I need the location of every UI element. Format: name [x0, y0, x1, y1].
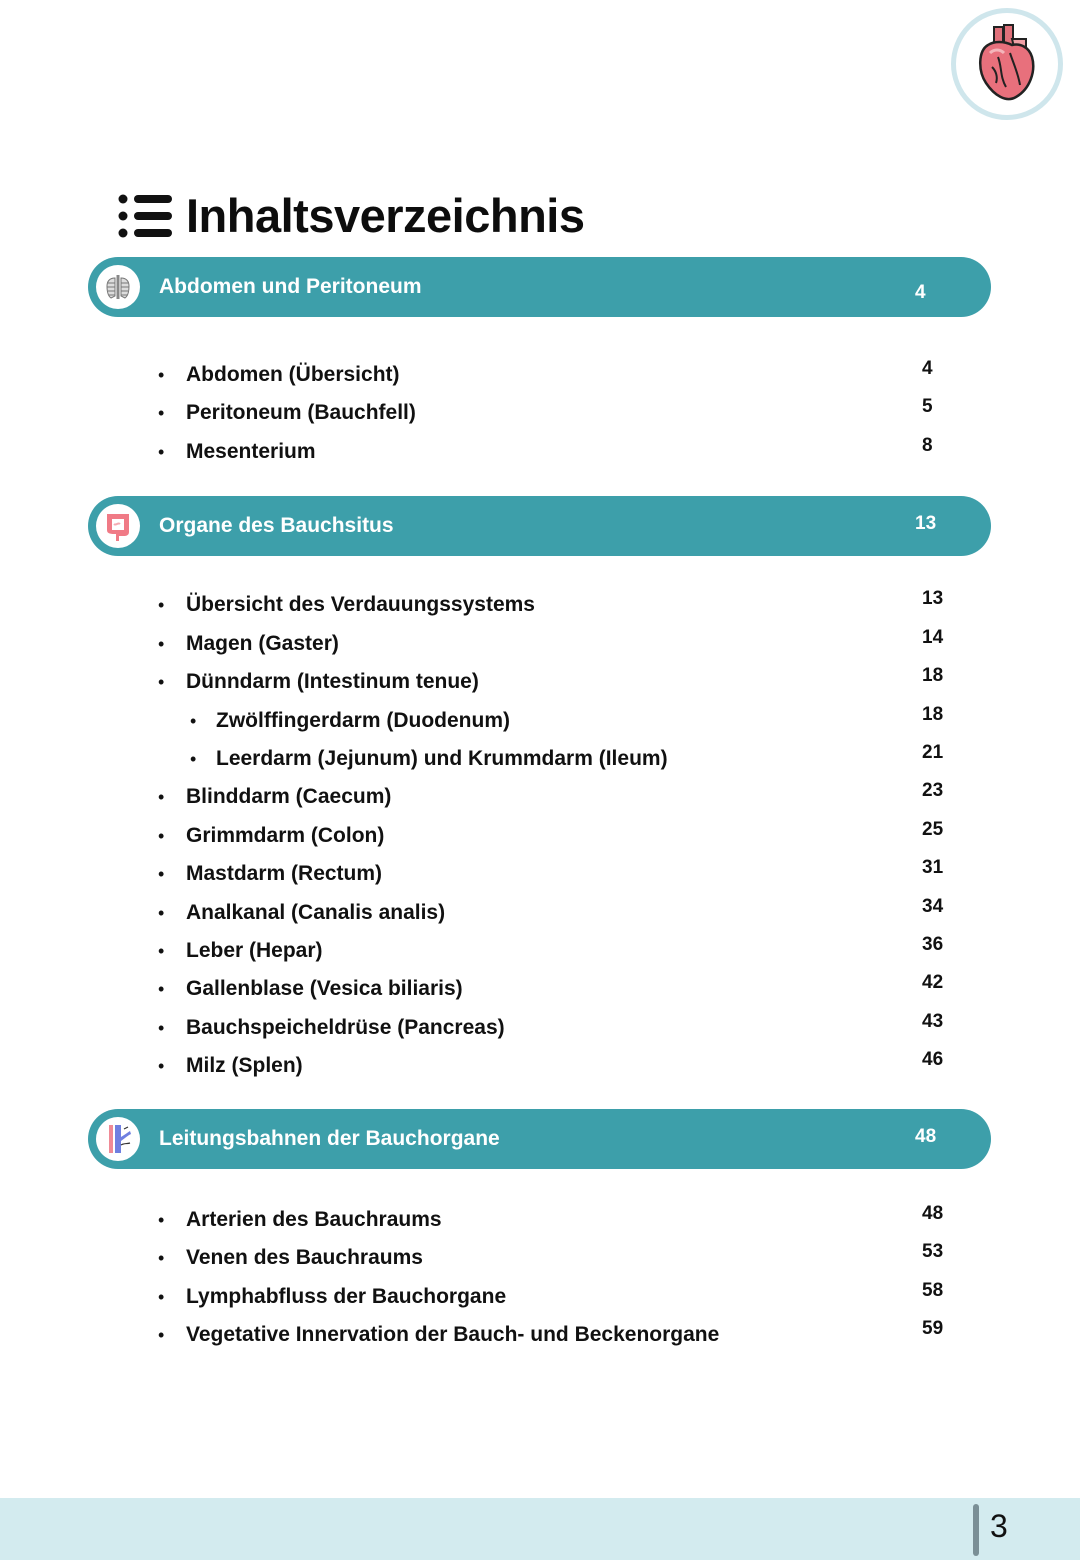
- toc-item[interactable]: [158, 1282, 958, 1312]
- bullet: •: [158, 672, 165, 692]
- toc-item[interactable]: [158, 398, 958, 428]
- page-number: 3: [990, 1508, 1008, 1544]
- toc-item-page: 34: [922, 896, 944, 917]
- section-page: 13: [915, 513, 937, 534]
- toc-subitem[interactable]: [158, 744, 958, 774]
- bullet: •: [158, 634, 165, 654]
- toc-item-label: Arterien des Bauchraums: [186, 1208, 442, 1231]
- toc-item-page: 46: [922, 1049, 944, 1070]
- toc-item-label: Bauchspeicheldrüse (Pancreas): [186, 1016, 505, 1039]
- intestine-icon: [103, 510, 133, 542]
- toc-item-page: 18: [922, 704, 944, 725]
- section-title: Abdomen und Peritoneum: [159, 275, 422, 298]
- toc-item[interactable]: [158, 974, 958, 1004]
- toc-item-label: Zwölffingerdarm (Duodenum): [216, 709, 510, 732]
- toc-item[interactable]: [158, 936, 958, 966]
- toc-item-label: Analkanal (Canalis analis): [186, 901, 446, 924]
- toc-item-page: 13: [922, 588, 944, 609]
- toc-item[interactable]: [158, 898, 958, 928]
- toc-item[interactable]: [158, 437, 958, 467]
- bullet: •: [158, 1056, 165, 1076]
- toc-item-label: Magen (Gaster): [186, 632, 339, 655]
- toc-item-page: 36: [922, 934, 944, 955]
- section-page: 48: [915, 1126, 937, 1147]
- bullet: •: [158, 442, 165, 462]
- page-footer: [0, 1498, 1080, 1560]
- toc-item-label: Venen des Bauchraums: [186, 1246, 423, 1269]
- page-heading: [118, 188, 585, 243]
- bullet: •: [158, 1287, 165, 1307]
- toc-item-label: Gallenblase (Vesica biliaris): [186, 977, 463, 1000]
- toc-item-label: Übersicht des Verdauungssystems: [186, 593, 535, 616]
- section-title: Organe des Bauchsitus: [159, 514, 394, 537]
- toc-item[interactable]: [158, 821, 958, 851]
- toc-item-label: Blinddarm (Caecum): [186, 785, 392, 808]
- bullet: •: [158, 1325, 165, 1345]
- bullet: •: [158, 595, 165, 615]
- section-page: 4: [915, 282, 926, 303]
- toc-item[interactable]: [158, 1243, 958, 1273]
- page-title: Inhaltsverzeichnis: [186, 189, 585, 242]
- bullet: •: [158, 1018, 165, 1038]
- toc-item-page: 4: [922, 358, 933, 379]
- section-title: Leitungsbahnen der Bauchorgane: [159, 1127, 500, 1150]
- bullet: •: [158, 903, 165, 923]
- toc-item[interactable]: [158, 1051, 958, 1081]
- toc-item-page: 53: [922, 1241, 944, 1262]
- toc-item[interactable]: [158, 782, 958, 812]
- bullet: •: [158, 864, 165, 884]
- toc-item-page: 58: [922, 1280, 944, 1301]
- toc-subitem[interactable]: [158, 706, 958, 736]
- toc-item-label: Milz (Splen): [186, 1054, 303, 1077]
- toc-item-page: 48: [922, 1203, 944, 1224]
- toc-item[interactable]: [158, 590, 958, 620]
- toc-item-page: 14: [922, 627, 944, 648]
- bullet: •: [190, 749, 197, 769]
- section-header-abdomen[interactable]: [88, 257, 991, 317]
- bullet: •: [158, 826, 165, 846]
- list-icon: [118, 193, 174, 239]
- toc-item-label: Abdomen (Übersicht): [186, 363, 400, 386]
- toc-item[interactable]: [158, 859, 958, 889]
- toc-item[interactable]: [158, 629, 958, 659]
- ribcage-icon: [103, 272, 133, 302]
- toc-item-page: 59: [922, 1318, 944, 1339]
- toc-item[interactable]: [158, 1205, 958, 1235]
- toc-item-label: Mesenterium: [186, 440, 316, 463]
- toc-item-page: 42: [922, 972, 944, 993]
- bullet: •: [190, 711, 197, 731]
- toc-item-page: 23: [922, 780, 944, 801]
- toc-item[interactable]: [158, 360, 958, 390]
- toc-item-label: Dünndarm (Intestinum tenue): [186, 670, 479, 693]
- toc-item[interactable]: [158, 1320, 958, 1350]
- section-header-organe[interactable]: [88, 496, 991, 556]
- toc-item-page: 43: [922, 1011, 944, 1032]
- toc-item-label: Lymphabfluss der Bauchorgane: [186, 1285, 507, 1308]
- bullet: •: [158, 403, 165, 423]
- bullet: •: [158, 1210, 165, 1230]
- toc-item-page: 18: [922, 665, 944, 686]
- toc-item-page: 21: [922, 742, 944, 763]
- bullet: •: [158, 365, 165, 385]
- toc-item-label: Grimmdarm (Colon): [186, 824, 385, 847]
- bullet: •: [158, 1248, 165, 1268]
- toc-item-label: Mastdarm (Rectum): [186, 862, 383, 885]
- toc-item-label: Peritoneum (Bauchfell): [186, 401, 416, 424]
- toc-item-label: Vegetative Innervation der Bauch- und Beckenorgane: [186, 1323, 720, 1346]
- logo-badge: [951, 8, 1063, 120]
- section-header-leitungsbahnen[interactable]: [88, 1109, 991, 1169]
- toc-item-label: Leber (Hepar): [186, 939, 323, 962]
- toc-item[interactable]: [158, 1013, 958, 1043]
- toc-item-label: Leerdarm (Jejunum) und Krummdarm (Ileum): [216, 747, 668, 770]
- anatomical-heart-icon: [976, 23, 1038, 105]
- footer-divider: [973, 1504, 979, 1556]
- toc-item-page: 8: [922, 435, 933, 456]
- bullet: •: [158, 941, 165, 961]
- toc-item[interactable]: [158, 667, 958, 697]
- toc-item-page: 25: [922, 819, 944, 840]
- blood-vessels-icon: [102, 1123, 134, 1155]
- toc-item-page: 31: [922, 857, 944, 878]
- bullet: •: [158, 787, 165, 807]
- bullet: •: [158, 979, 165, 999]
- toc-item-page: 5: [922, 396, 933, 417]
